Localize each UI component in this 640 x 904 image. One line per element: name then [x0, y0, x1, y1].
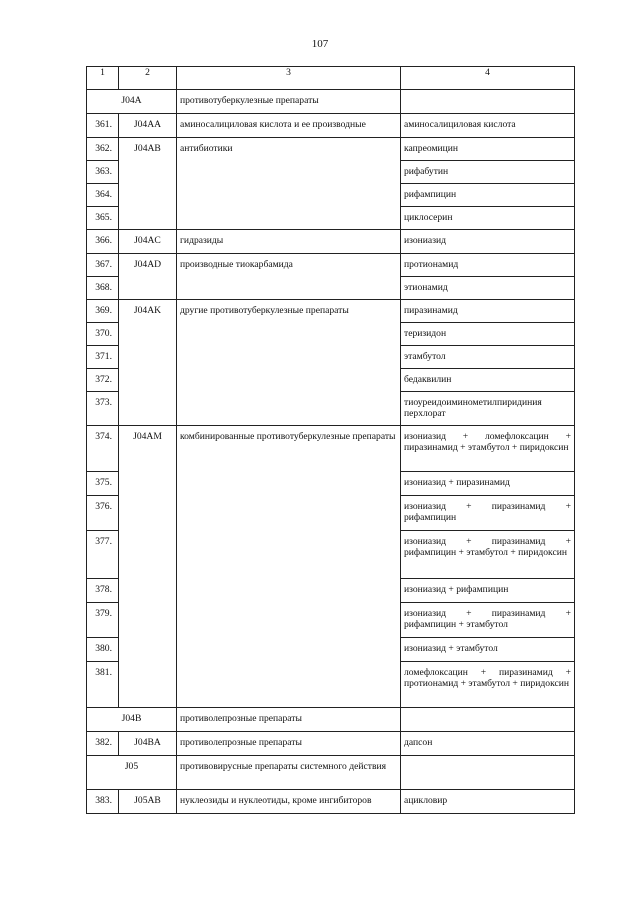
section-row — [87, 708, 575, 732]
table-row — [87, 732, 575, 756]
section-code: J04B — [87, 708, 177, 732]
atc-code: J04AD — [119, 254, 177, 300]
empty-cell — [401, 708, 575, 732]
drug-name: изониазид + рифампицин — [401, 579, 575, 603]
table-row — [87, 426, 575, 472]
table-row — [87, 138, 575, 161]
section-row — [87, 90, 575, 114]
section-row — [87, 756, 575, 790]
drug-name: бедаквилин — [401, 369, 575, 392]
drug-name: тиоуреидоиминометилпиридиния перхлорат — [401, 392, 575, 426]
table-header-row — [87, 67, 575, 90]
group-name: гидразиды — [177, 230, 401, 254]
section-name: противовирусные препараты системного действия — [177, 756, 401, 790]
group-name: антибиотики — [177, 138, 401, 230]
section-code: J04A — [87, 90, 177, 114]
row-number: 373. — [87, 392, 119, 426]
row-number: 380. — [87, 638, 119, 662]
group-name: противолепрозные препараты — [177, 732, 401, 756]
drug-name: пиразинамид — [401, 300, 575, 323]
row-number: 361. — [87, 114, 119, 138]
drug-name: аминосалициловая кислота — [401, 114, 575, 138]
header-cell: 3 — [177, 67, 401, 90]
drug-name: изониазид + ломефлоксацин + пиразинамид + этамбутол + пиридоксин — [401, 426, 575, 472]
row-number: 365. — [87, 207, 119, 230]
header-cell: 2 — [119, 67, 177, 90]
drug-name: изониазид + пиразинамид + рифампицин — [401, 496, 575, 531]
atc-code: J04BA — [119, 732, 177, 756]
empty-cell — [401, 90, 575, 114]
row-number: 363. — [87, 161, 119, 184]
empty-cell — [401, 756, 575, 790]
table-row — [87, 114, 575, 138]
row-number: 374. — [87, 426, 119, 472]
page-number: 107 — [311, 38, 329, 50]
row-number: 383. — [87, 790, 119, 814]
row-number: 376. — [87, 496, 119, 531]
drug-name: изониазид + пиразинамид — [401, 472, 575, 496]
drug-name: изониазид + пиразинамид + рифампицин + этамбутол + пиридоксин — [401, 531, 575, 579]
drug-name: циклосерин — [401, 207, 575, 230]
medication-table — [86, 66, 575, 814]
row-number: 375. — [87, 472, 119, 496]
drug-name: дапсон — [401, 732, 575, 756]
drug-name: теризидон — [401, 323, 575, 346]
row-number: 369. — [87, 300, 119, 323]
atc-code: J05AB — [119, 790, 177, 814]
drug-name: рифабутин — [401, 161, 575, 184]
row-number: 379. — [87, 603, 119, 638]
group-name: нуклеозиды и нуклеотиды, кроме ингибиторов — [177, 790, 401, 814]
header-cell: 1 — [87, 67, 119, 90]
drug-name: изониазид + этамбутол — [401, 638, 575, 662]
row-number: 367. — [87, 254, 119, 277]
drug-name: ацикловир — [401, 790, 575, 814]
atc-code: J04AB — [119, 138, 177, 230]
atc-code: J04AM — [119, 426, 177, 708]
table-row — [87, 790, 575, 814]
row-number: 377. — [87, 531, 119, 579]
atc-code: J04AC — [119, 230, 177, 254]
section-name: противотуберкулезные препараты — [177, 90, 401, 114]
atc-code: J04AA — [119, 114, 177, 138]
drug-name: этионамид — [401, 277, 575, 300]
table-row — [87, 230, 575, 254]
header-cell: 4 — [401, 67, 575, 90]
group-name: комбинированные противотуберкулезные препараты — [177, 426, 401, 708]
row-number: 366. — [87, 230, 119, 254]
table-row — [87, 300, 575, 323]
group-name: аминосалициловая кислота и ее производные — [177, 114, 401, 138]
row-number: 364. — [87, 184, 119, 207]
row-number: 382. — [87, 732, 119, 756]
group-name: другие противотуберкулезные препараты — [177, 300, 401, 426]
row-number: 371. — [87, 346, 119, 369]
row-number: 378. — [87, 579, 119, 603]
row-number: 362. — [87, 138, 119, 161]
drug-name: этамбутол — [401, 346, 575, 369]
drug-name: изониазид — [401, 230, 575, 254]
drug-name: протионамид — [401, 254, 575, 277]
drug-name: ломефлоксацин + пиразинамид + протионамид + этамбутол + пиридоксин — [401, 662, 575, 708]
atc-code: J04AK — [119, 300, 177, 426]
row-number: 368. — [87, 277, 119, 300]
group-name: производные тиокарбамида — [177, 254, 401, 300]
row-number: 370. — [87, 323, 119, 346]
section-code: J05 — [87, 756, 177, 790]
drug-name: рифампицин — [401, 184, 575, 207]
drug-name: капреомицин — [401, 138, 575, 161]
row-number: 372. — [87, 369, 119, 392]
table-row — [87, 254, 575, 277]
row-number: 381. — [87, 662, 119, 708]
section-name: противолепрозные препараты — [177, 708, 401, 732]
drug-name: изониазид + пиразинамид + рифампицин + этамбутол — [401, 603, 575, 638]
